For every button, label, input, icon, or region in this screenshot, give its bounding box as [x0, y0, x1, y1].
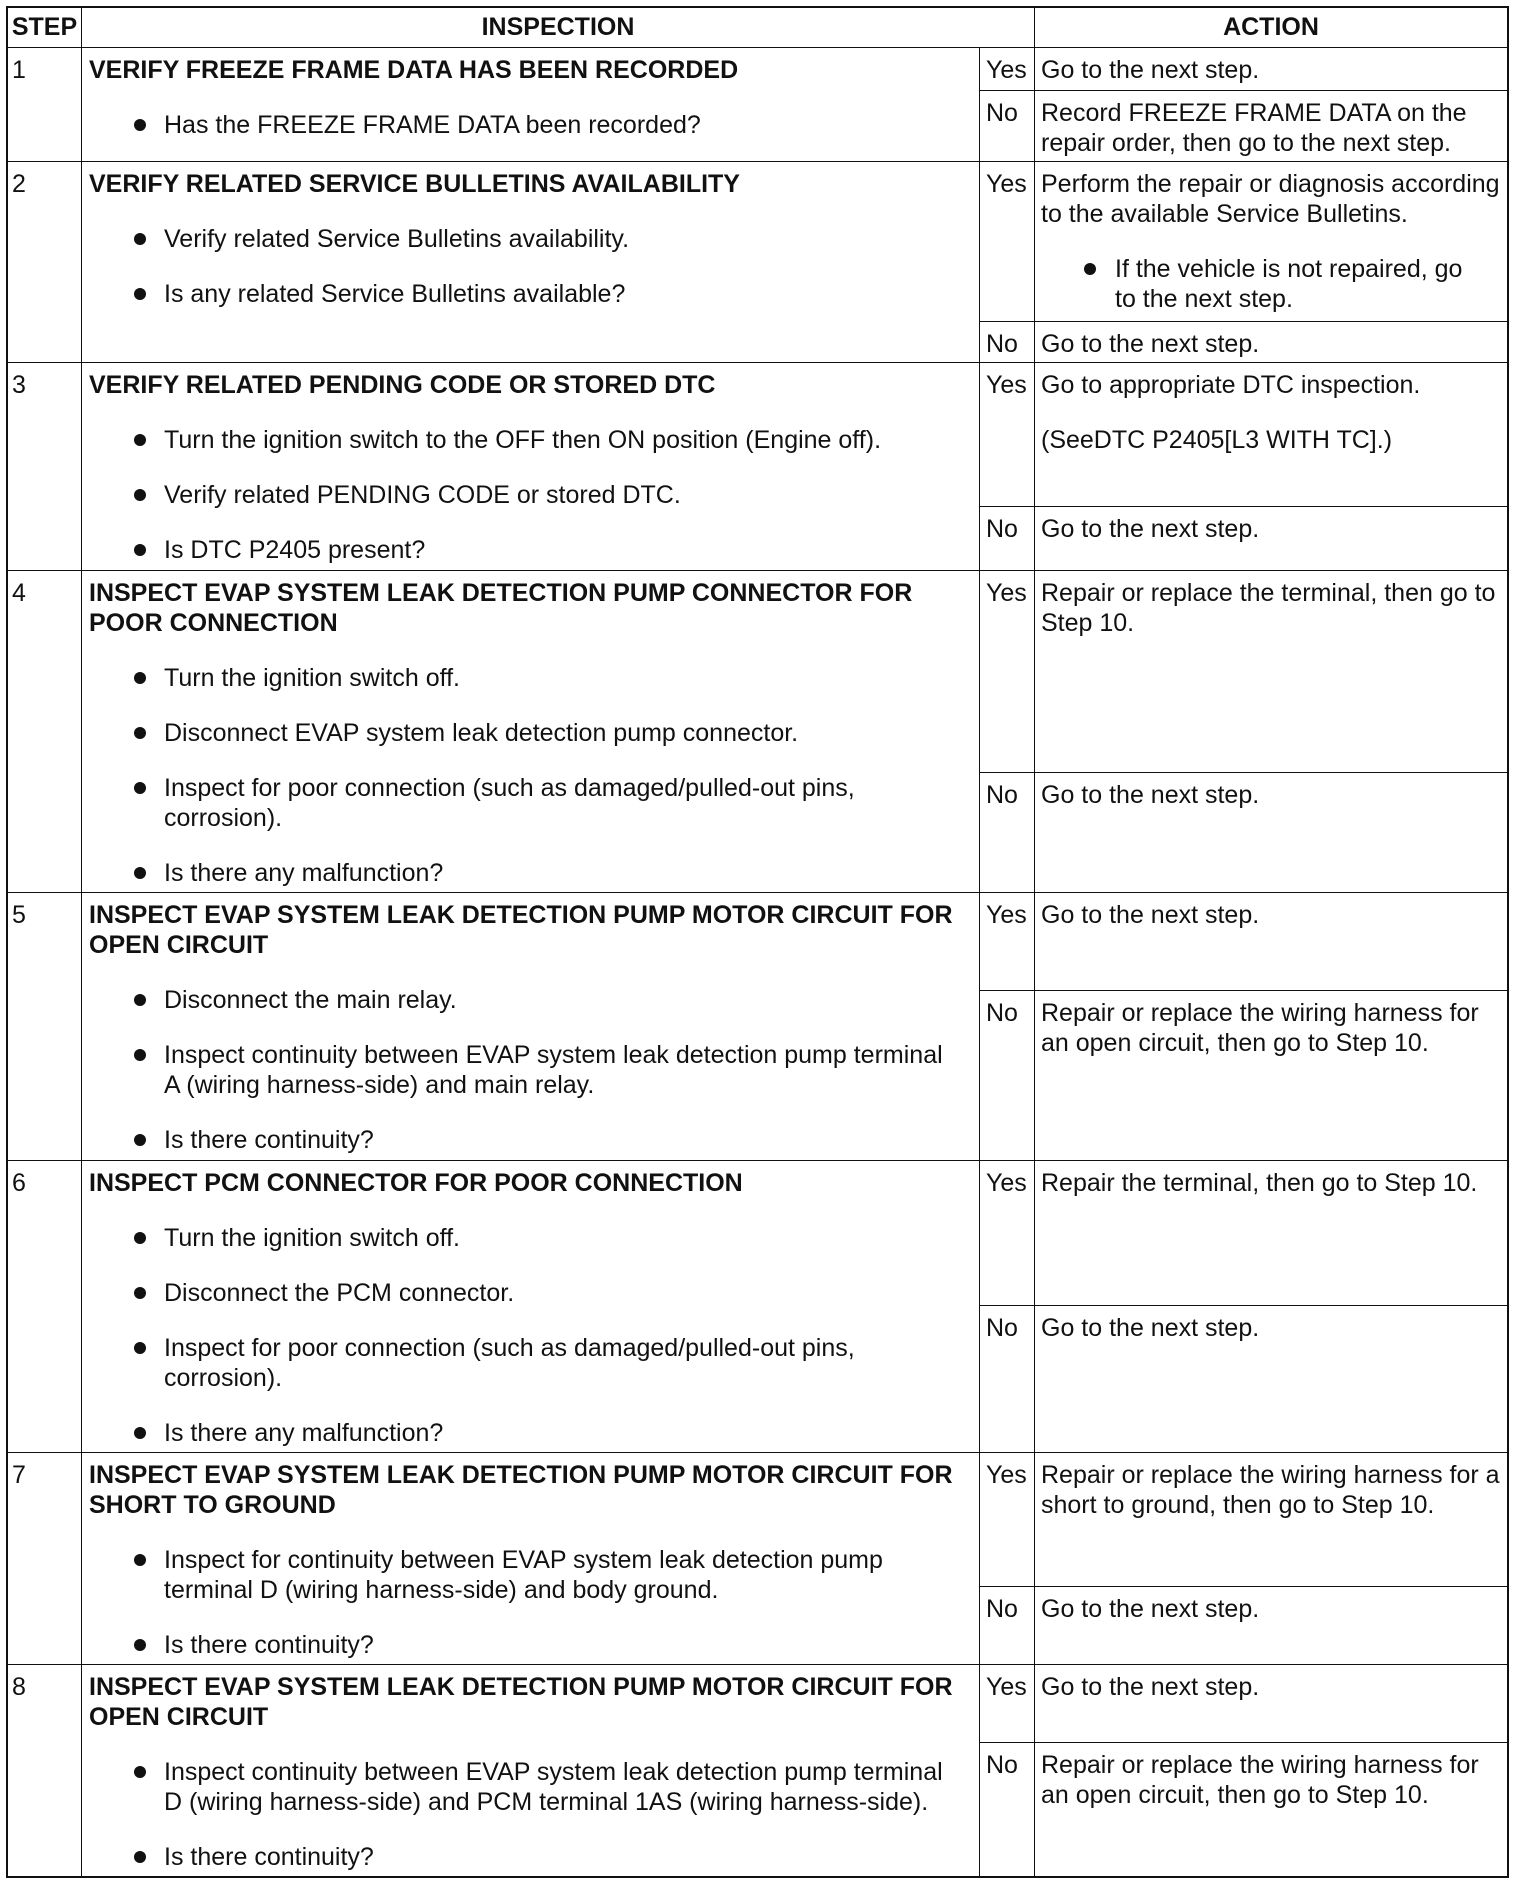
step-6-yes-action-text: Repair the terminal, then go to Step 10.	[1041, 1169, 1478, 1197]
step-5-no-action-text: Repair or replace the wiring harness for an open circuit, then go to Step 10.	[1041, 999, 1479, 1057]
bullet-icon	[134, 1427, 146, 1439]
step-3-inspection-title: VERIFY RELATED PENDING CODE OR STORED DTC	[89, 371, 716, 399]
step-6-inspection-title: INSPECT PCM CONNECTOR FOR POOR CONNECTION	[89, 1169, 743, 1197]
step-5-yes-label: Yes	[986, 901, 1027, 929]
step-4-yes-action-cell	[1035, 571, 1507, 773]
step-4-inspection-bullet	[164, 858, 962, 888]
step-6-inspection-bullet-text: Disconnect the PCM connector.	[164, 1279, 515, 1307]
step-2-yes-action-bullet	[1115, 254, 1470, 314]
bullet-icon	[134, 867, 146, 879]
step-5-inspection-bullet	[164, 1125, 962, 1155]
bullet-icon	[134, 994, 146, 1006]
step-4-inspection-cell	[82, 571, 980, 893]
step-8-inspection-title: INSPECT EVAP SYSTEM LEAK DETECTION PUMP MOTOR CIRCUIT FOR OPEN CIRCUIT	[89, 1673, 953, 1731]
step-1-no-label: No	[986, 99, 1018, 127]
step-5-inspection-bullet-text: Inspect continuity between EVAP system leak detection pump terminal A (wiring harness-side) and main relay.	[164, 1041, 943, 1099]
step-5-inspection-bullet-list	[89, 985, 962, 1155]
step-7-yes-action-text: Repair or replace the wiring harness for a short to ground, then go to Step 10.	[1041, 1461, 1500, 1519]
step-1-no-action-cell	[1035, 91, 1507, 162]
bullet-icon	[134, 782, 146, 794]
step-2-inspection-title: VERIFY RELATED SERVICE BULLETINS AVAILABILITY	[89, 170, 740, 198]
step-1-number-cell	[8, 48, 82, 162]
step-3-yes-action-text: Go to appropriate DTC inspection.	[1041, 371, 1421, 399]
bullet-icon	[134, 1049, 146, 1061]
step-6-inspection-bullet	[164, 1418, 962, 1448]
step-2-inspection-bullet-text: Is any related Service Bulletins available?	[164, 280, 626, 308]
step-7-no-action-text: Go to the next step.	[1041, 1595, 1260, 1623]
bullet-icon	[134, 544, 146, 556]
step-4-number-cell	[8, 571, 82, 893]
step-1-yes-label: Yes	[986, 56, 1027, 84]
step-5-yes-label-cell	[980, 893, 1035, 991]
step-4-inspection-bullet-text: Turn the ignition switch off.	[164, 664, 460, 692]
step-4-inspection-bullet	[164, 718, 962, 748]
step-2-number: 2	[12, 170, 26, 198]
step-8-inspection-bullet	[164, 1842, 962, 1872]
step-4-yes-label: Yes	[986, 579, 1027, 607]
step-4-yes-action-text: Repair or replace the terminal, then go to Step 10.	[1041, 579, 1496, 637]
step-1-inspection-bullet-text: Has the FREEZE FRAME DATA been recorded?	[164, 111, 701, 139]
step-1-no-label-cell	[980, 91, 1035, 162]
step-7-no-label-cell	[980, 1587, 1035, 1665]
step-1-yes-action-text: Go to the next step.	[1041, 56, 1260, 84]
step-3-no-label-cell	[980, 507, 1035, 571]
step-8-inspection-bullet-list	[89, 1757, 962, 1872]
bullet-icon	[134, 1554, 146, 1566]
step-5-number-cell	[8, 893, 82, 1161]
step-2-inspection-cell	[82, 162, 980, 363]
step-2-inspection-bullet	[164, 279, 962, 309]
step-4-no-label-cell	[980, 773, 1035, 893]
step-5-no-action-cell	[1035, 991, 1507, 1161]
step-6-inspection-bullet-text: Is there any malfunction?	[164, 1419, 444, 1447]
step-8-inspection-bullet-text: Inspect continuity between EVAP system leak detection pump terminal D (wiring harness-side) and PCM terminal 1AS (wiring harness-side).	[164, 1758, 943, 1816]
header-action	[1035, 8, 1507, 48]
step-7-inspection-bullet-list	[89, 1545, 962, 1660]
step-6-no-label: No	[986, 1314, 1018, 1342]
step-1-yes-action-cell	[1035, 48, 1507, 91]
step-1-no-action-text: Record FREEZE FRAME DATA on the repair order, then go to the next step.	[1041, 99, 1467, 157]
step-7-no-label: No	[986, 1595, 1018, 1623]
step-2-no-action-cell	[1035, 322, 1507, 363]
step-6-no-action-cell	[1035, 1306, 1507, 1453]
step-8-inspection-bullet	[164, 1757, 962, 1817]
step-7-yes-action-cell	[1035, 1453, 1507, 1587]
bullet-icon	[134, 119, 146, 131]
step-6-inspection-bullet-list	[89, 1223, 962, 1448]
bullet-icon	[134, 288, 146, 300]
step-5-inspection-bullet-text: Disconnect the main relay.	[164, 986, 457, 1014]
bullet-icon	[134, 1639, 146, 1651]
step-5-no-label: No	[986, 999, 1018, 1027]
step-1-yes-label-cell	[980, 48, 1035, 91]
diagnostic-procedure-table	[6, 6, 1509, 1878]
step-8-no-action-text: Repair or replace the wiring harness for an open circuit, then go to Step 10.	[1041, 1751, 1479, 1809]
step-6-yes-label: Yes	[986, 1169, 1027, 1197]
step-3-yes-label: Yes	[986, 371, 1027, 399]
step-6-yes-action-cell	[1035, 1161, 1507, 1306]
step-5-number: 5	[12, 901, 26, 929]
step-4-inspection-bullet-text: Disconnect EVAP system leak detection pump connector.	[164, 719, 799, 747]
step-7-inspection-bullet	[164, 1545, 962, 1605]
step-8-yes-label: Yes	[986, 1673, 1027, 1701]
step-4-no-label: No	[986, 781, 1018, 809]
step-1-inspection-bullet	[164, 110, 962, 140]
step-6-inspection-bullet-text: Inspect for poor connection (such as damaged/pulled-out pins, corrosion).	[164, 1334, 855, 1392]
step-5-inspection-bullet-text: Is there continuity?	[164, 1126, 374, 1154]
step-7-inspection-bullet-text: Inspect for continuity between EVAP system leak detection pump terminal D (wiring harness-side) and body ground.	[164, 1546, 883, 1604]
step-8-no-label: No	[986, 1751, 1018, 1779]
bullet-icon	[134, 727, 146, 739]
step-4-inspection-bullet	[164, 663, 962, 693]
step-5-yes-action-cell	[1035, 893, 1507, 991]
step-3-number: 3	[12, 371, 26, 399]
step-2-yes-label-cell	[980, 162, 1035, 322]
step-8-inspection-bullet-text: Is there continuity?	[164, 1843, 374, 1871]
step-6-no-action-text: Go to the next step.	[1041, 1314, 1260, 1342]
step-5-inspection-cell	[82, 893, 980, 1161]
step-7-inspection-bullet-text: Is there continuity?	[164, 1631, 374, 1659]
step-7-no-action-cell	[1035, 1587, 1507, 1665]
step-3-no-label: No	[986, 515, 1018, 543]
step-6-no-label-cell	[980, 1306, 1035, 1453]
step-5-inspection-title: INSPECT EVAP SYSTEM LEAK DETECTION PUMP MOTOR CIRCUIT FOR OPEN CIRCUIT	[89, 901, 953, 959]
step-2-inspection-bullet	[164, 224, 962, 254]
step-2-yes-action-bullet-text: If the vehicle is not repaired, go to the next step.	[1115, 255, 1463, 313]
step-6-inspection-cell	[82, 1161, 980, 1453]
step-6-yes-label-cell	[980, 1161, 1035, 1306]
step-7-yes-label-cell	[980, 1453, 1035, 1587]
bullet-icon	[134, 672, 146, 684]
step-3-yes-action-cell	[1035, 363, 1507, 507]
bullet-icon	[134, 1232, 146, 1244]
step-2-yes-action-bullet-list	[1041, 254, 1470, 314]
step-4-number: 4	[12, 579, 26, 607]
step-7-inspection-title: INSPECT EVAP SYSTEM LEAK DETECTION PUMP MOTOR CIRCUIT FOR SHORT TO GROUND	[89, 1461, 953, 1519]
step-1-inspection-title: VERIFY FREEZE FRAME DATA HAS BEEN RECORDED	[89, 56, 739, 84]
step-3-inspection-bullet	[164, 480, 962, 510]
step-1-inspection-bullet-list	[89, 110, 962, 140]
step-6-inspection-bullet-text: Turn the ignition switch off.	[164, 1224, 460, 1252]
header-inspection	[82, 8, 1035, 48]
step-6-inspection-bullet	[164, 1223, 962, 1253]
bullet-icon	[134, 489, 146, 501]
step-4-no-action-cell	[1035, 773, 1507, 893]
step-2-yes-action-cell	[1035, 162, 1507, 322]
step-3-no-action-cell	[1035, 507, 1507, 571]
step-5-inspection-bullet	[164, 985, 962, 1015]
step-2-inspection-bullet-list	[89, 224, 962, 309]
step-3-yes-action-text: (SeeDTC P2405[L3 WITH TC].)	[1041, 426, 1393, 454]
step-8-no-label-cell	[980, 1743, 1035, 1876]
step-6-inspection-bullet	[164, 1333, 962, 1393]
step-4-inspection-title: INSPECT EVAP SYSTEM LEAK DETECTION PUMP CONNECTOR FOR POOR CONNECTION	[89, 579, 913, 637]
step-8-no-action-cell	[1035, 1743, 1507, 1876]
step-2-yes-label: Yes	[986, 170, 1027, 198]
step-7-inspection-cell	[82, 1453, 980, 1665]
step-8-yes-label-cell	[980, 1665, 1035, 1743]
step-3-number-cell	[8, 363, 82, 571]
step-7-number: 7	[12, 1461, 26, 1489]
step-1-number: 1	[12, 56, 26, 84]
step-4-no-action-text: Go to the next step.	[1041, 781, 1260, 809]
step-4-inspection-bullet-text: Is there any malfunction?	[164, 859, 444, 887]
step-6-number-cell	[8, 1161, 82, 1453]
step-4-inspection-bullet-text: Inspect for poor connection (such as damaged/pulled-out pins, corrosion).	[164, 774, 855, 832]
step-2-yes-action-text: Perform the repair or diagnosis according to the available Service Bulletins.	[1041, 170, 1500, 228]
bullet-icon	[134, 1134, 146, 1146]
step-1-inspection-cell	[82, 48, 980, 162]
step-3-inspection-bullet-text: Is DTC P2405 present?	[164, 536, 426, 564]
step-5-inspection-bullet	[164, 1040, 962, 1100]
step-7-inspection-bullet	[164, 1630, 962, 1660]
step-6-inspection-bullet	[164, 1278, 962, 1308]
step-4-inspection-bullet	[164, 773, 962, 833]
bullet-icon	[134, 1287, 146, 1299]
step-3-inspection-bullet-list	[89, 425, 962, 565]
step-7-yes-label: Yes	[986, 1461, 1027, 1489]
step-3-inspection-bullet	[164, 535, 962, 565]
step-3-inspection-bullet	[164, 425, 962, 455]
step-8-number-cell	[8, 1665, 82, 1876]
header-step	[8, 8, 82, 48]
step-3-inspection-bullet-text: Turn the ignition switch to the OFF then ON position (Engine off).	[164, 426, 882, 454]
step-3-inspection-bullet-text: Verify related PENDING CODE or stored DTC.	[164, 481, 681, 509]
header-action-label: ACTION	[1223, 13, 1319, 41]
step-8-inspection-cell	[82, 1665, 980, 1876]
step-2-no-action-text: Go to the next step.	[1041, 330, 1260, 358]
step-5-no-label-cell	[980, 991, 1035, 1161]
step-3-yes-label-cell	[980, 363, 1035, 507]
step-6-number: 6	[12, 1169, 26, 1197]
bullet-icon	[134, 1851, 146, 1863]
step-8-number: 8	[12, 1673, 26, 1701]
header-inspection-label: INSPECTION	[481, 13, 635, 41]
step-4-yes-label-cell	[980, 571, 1035, 773]
step-2-no-label: No	[986, 330, 1018, 358]
bullet-icon	[134, 233, 146, 245]
step-8-yes-action-cell	[1035, 1665, 1507, 1743]
step-3-inspection-cell	[82, 363, 980, 571]
step-2-no-label-cell	[980, 322, 1035, 363]
step-2-number-cell	[8, 162, 82, 363]
bullet-icon	[134, 1766, 146, 1778]
step-8-yes-action-text: Go to the next step.	[1041, 1673, 1260, 1701]
step-5-yes-action-text: Go to the next step.	[1041, 901, 1260, 929]
bullet-icon	[1084, 263, 1096, 275]
bullet-icon	[134, 434, 146, 446]
step-3-no-action-text: Go to the next step.	[1041, 515, 1260, 543]
step-2-inspection-bullet-text: Verify related Service Bulletins availability.	[164, 225, 630, 253]
bullet-icon	[134, 1342, 146, 1354]
step-7-number-cell	[8, 1453, 82, 1665]
step-4-inspection-bullet-list	[89, 663, 962, 888]
header-step-label: STEP	[11, 13, 78, 41]
